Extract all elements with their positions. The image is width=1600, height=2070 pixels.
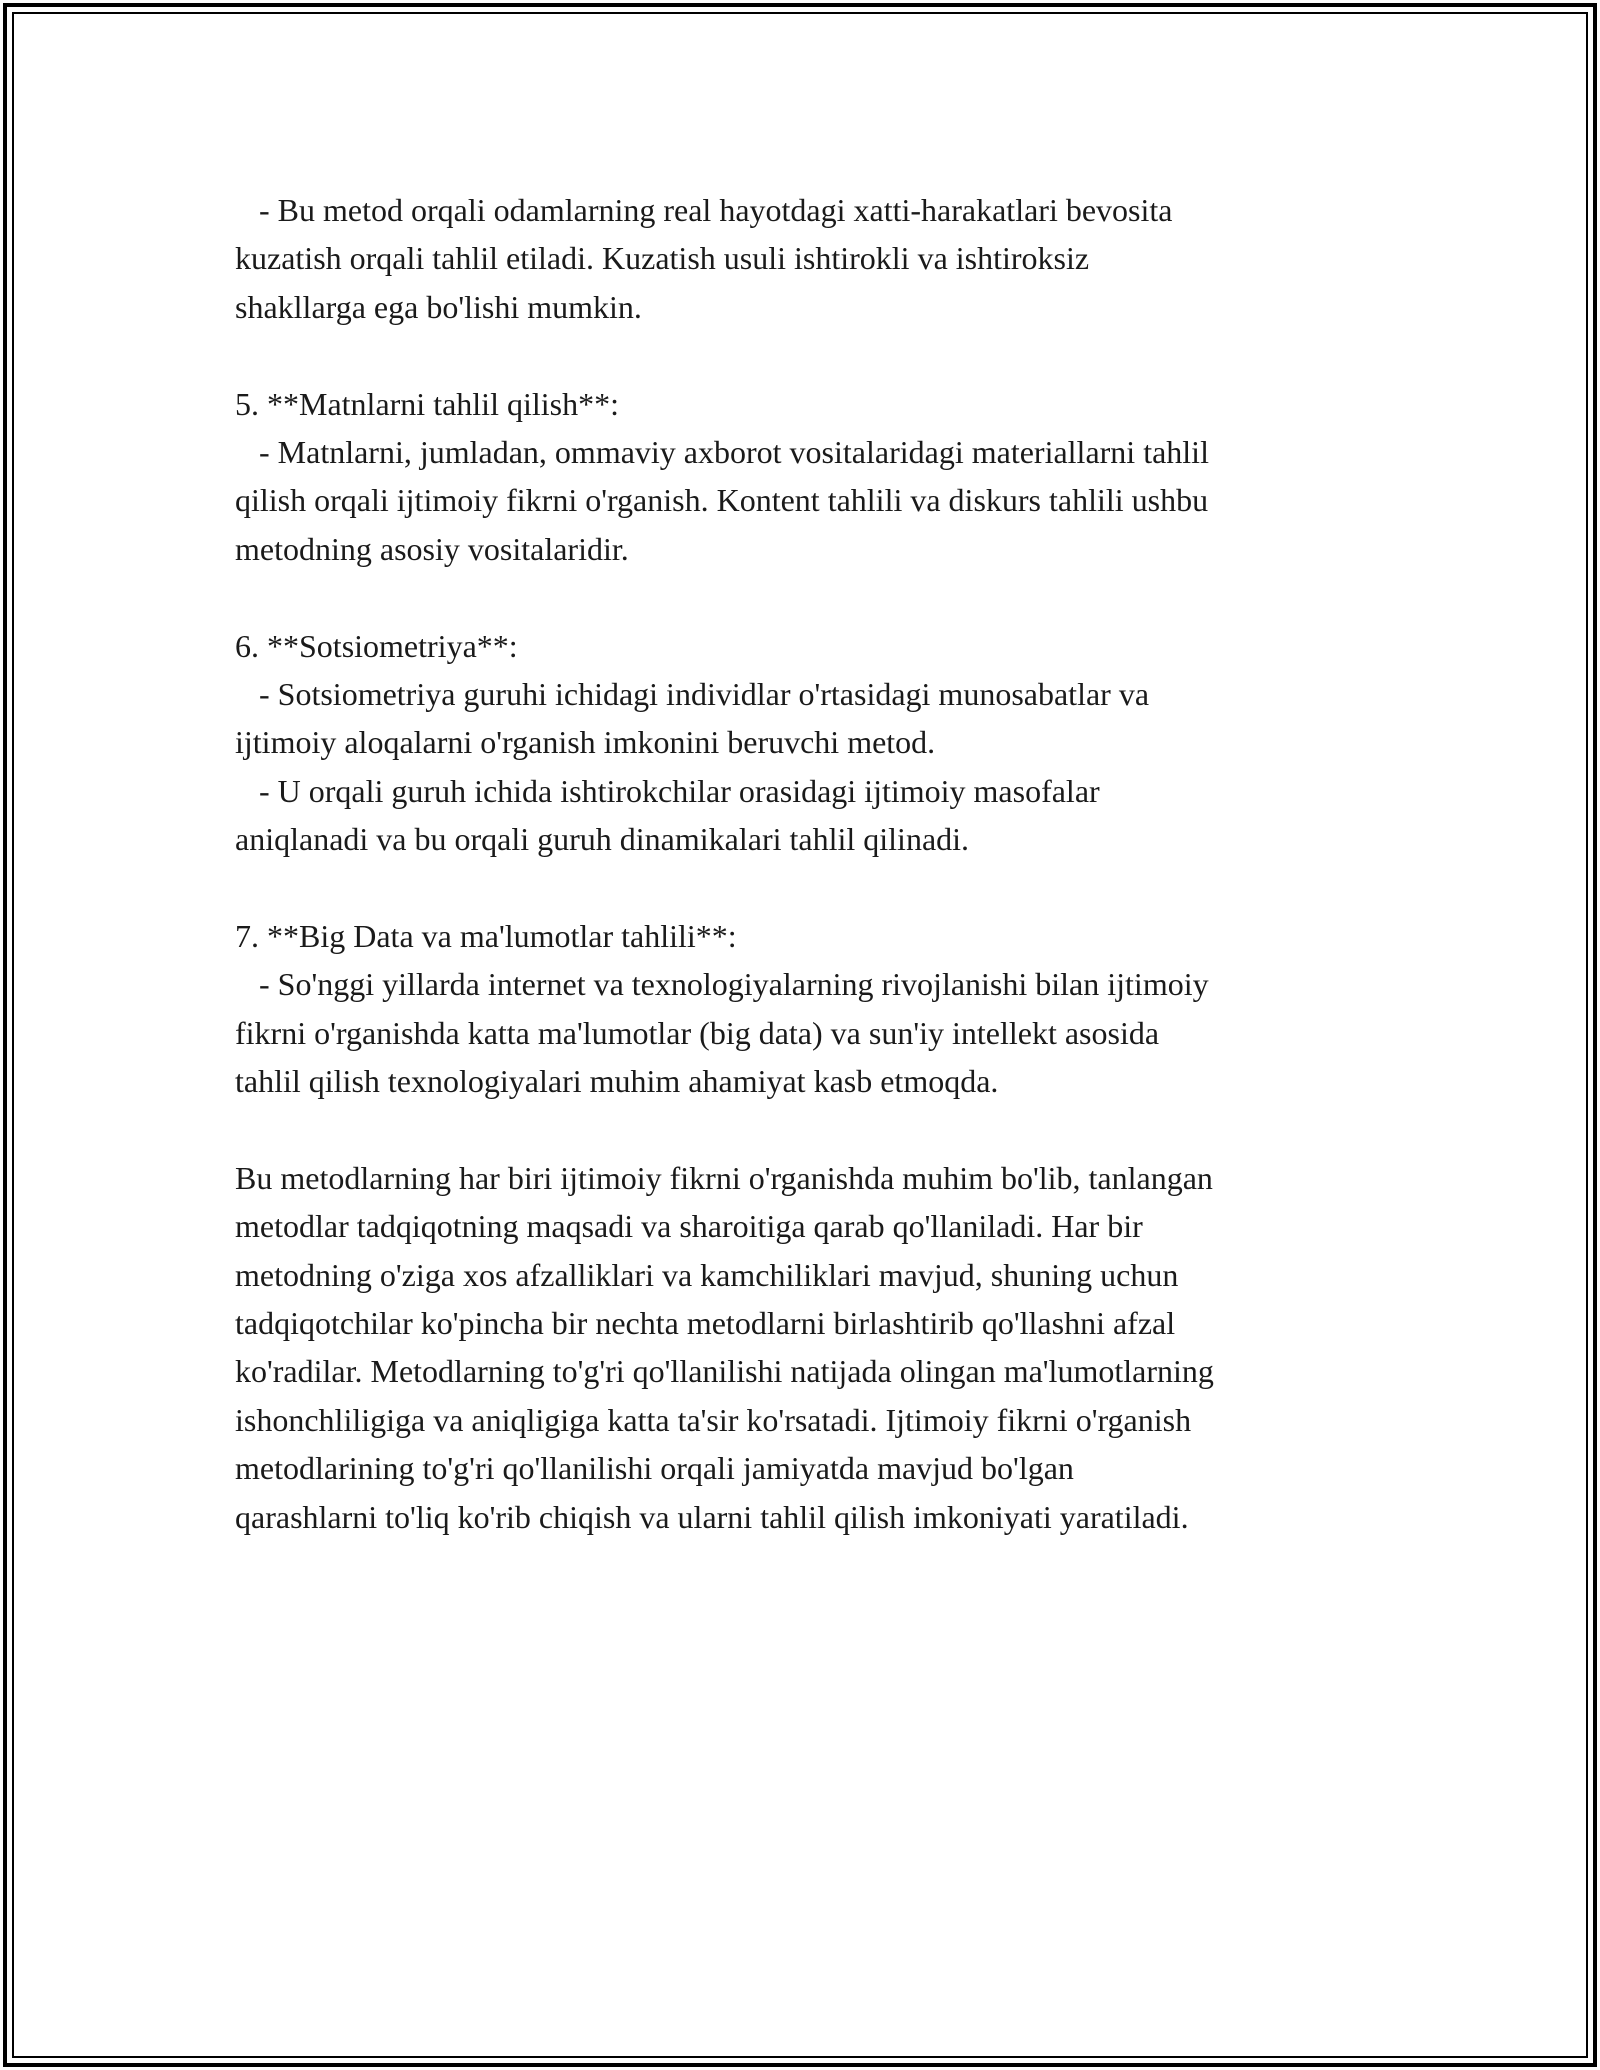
text-line: metodning asosiy vositalaridir. (235, 530, 629, 567)
section-text-analysis (235, 380, 1375, 574)
text-line: ijtimoiy aloqalarni o'rganish imkonini beruvchi metod. (235, 724, 936, 761)
text-line: fikrni o'rganishda katta ma'lumotlar (big data) va sun'iy intellekt asosida (235, 1014, 1160, 1051)
paragraph-gap (235, 1105, 1375, 1153)
paragraph-gap (235, 331, 1375, 379)
text-line: tahlil qilish texnologiyalari muhim ahamiyat kasb etmoqda. (235, 1063, 999, 1100)
text-line: kuzatish orqali tahlil etiladi. Kuzatish usuli ishtirokli va ishtiroksiz (235, 240, 1090, 277)
paragraph-gap (235, 573, 1375, 621)
text-line: qilish orqali ijtimoiy fikrni o'rganish. Kontent tahlili va diskurs tahlili ushbu (235, 482, 1209, 519)
text-line: - Bu metod orqali odamlarning real hayotdagi xatti-harakatlari bevosita (235, 192, 1173, 228)
text-line: tadqiqotchilar ko'pincha bir nechta metodlarni birlashtirib qo'llashni afzal (235, 1304, 1176, 1341)
section-heading: 7. **Big Data va ma'lumotlar tahlili**: (235, 917, 737, 954)
paragraph-observation-method (235, 186, 1375, 331)
text-line: - U orqali guruh ichida ishtirokchilar orasidagi ijtimoiy masofalar (235, 772, 1100, 809)
section-heading: 6. **Sotsiometriya**: (235, 627, 518, 664)
text-line: metodning o'ziga xos afzalliklari va kamchiliklari mavjud, shuning uchun (235, 1256, 1179, 1293)
text-line: shakllarga ega bo'lishi mumkin. (235, 288, 642, 325)
section-heading: 5. **Matnlarni tahlil qilish**: (235, 385, 619, 422)
document-body (235, 186, 1375, 1541)
paragraph-gap (235, 863, 1375, 911)
text-line: Bu metodlarning har biri ijtimoiy fikrni o'rganishda muhim bo'lib, tanlangan (235, 1159, 1213, 1196)
section-big-data (235, 912, 1375, 1106)
text-line: - Matnlarni, jumladan, ommaviy axborot vositalaridagi materiallarni tahlil (235, 433, 1209, 470)
text-line: ko'radilar. Metodlarning to'g'ri qo'llanilishi natijada olingan ma'lumotlarning (235, 1353, 1214, 1390)
text-line: metodlar tadqiqotning maqsadi va sharoitiga qarab qo'llaniladi. Har bir (235, 1208, 1143, 1245)
text-line: qarashlarni to'liq ko'rib chiqish va ularni tahlil qilish imkoniyati yaratiladi. (235, 1498, 1189, 1535)
text-line: - So'nggi yillarda internet va texnologiyalarning rivojlanishi bilan ijtimoiy (235, 966, 1209, 1003)
text-line: metodlarining to'g'ri qo'llanilishi orqali jamiyatda mavjud bo'lgan (235, 1450, 1074, 1487)
text-line: - Sotsiometriya guruhi ichidagi individlar o'rtasidagi munosabatlar va (235, 675, 1150, 712)
text-line: ishonchliligiga va aniqligiga katta ta'sir ko'rsatadi. Ijtimoiy fikrni o'rganish (235, 1401, 1192, 1438)
section-sociometry (235, 622, 1375, 864)
paragraph-conclusion (235, 1154, 1375, 1541)
text-line: aniqlanadi va bu orqali guruh dinamikalari tahlil qilinadi. (235, 821, 970, 858)
